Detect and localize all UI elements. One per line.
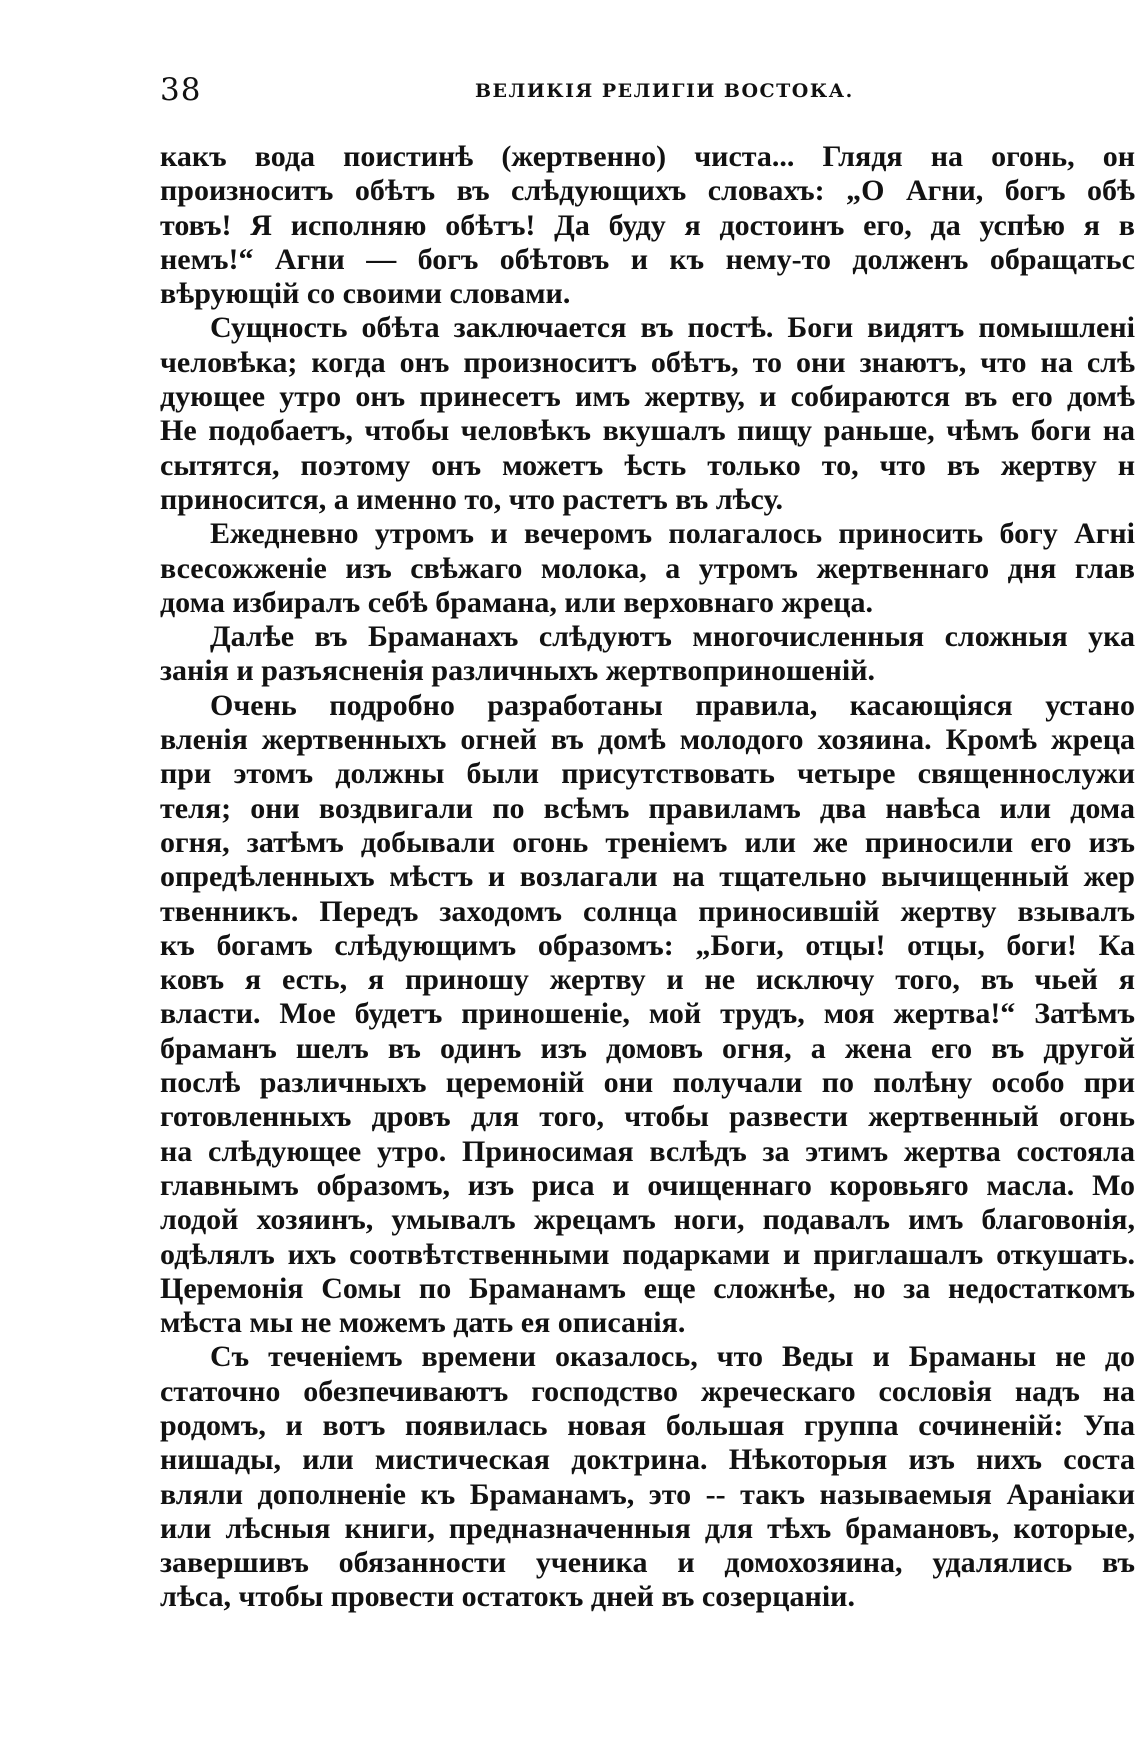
text-line: приносится, а именно то, что растетъ въ лѣсу.	[160, 482, 783, 516]
page-number: 38	[160, 72, 202, 108]
text-line: немъ!“ Агни — богъ обѣтовъ и къ нему-то долженъ обращатьс	[160, 242, 1135, 276]
text-line: дующее утро онъ принесетъ имъ жертву, и собираются въ его домѣ	[160, 380, 1135, 414]
text-line: одѣлялъ ихъ соотвѣтственными подарками и приглашалъ откушать.	[160, 1237, 1135, 1271]
text-line: товъ! Я исполняю обѣтъ! Да буду я достоинъ его, да успѣю я в	[160, 208, 1135, 242]
text-line: главнымъ образомъ, изъ риса и очищеннаго коровьяго масла. Мо	[160, 1168, 1135, 1202]
text-line: мѣста мы не можемъ дать ея описанія.	[160, 1306, 686, 1340]
text-line: лодой хозяинъ, умывалъ жрецамъ ноги, подавалъ имъ благовонія,	[160, 1203, 1135, 1237]
text-line: послѣ различныхъ церемоній они получали по полѣну особо при	[160, 1066, 1135, 1100]
text-line: Съ теченіемъ времени оказалось, что Веды и Браманы не до	[210, 1340, 1135, 1374]
text-line: статочно обезпечиваютъ господство жреческаго сословія надъ на	[160, 1374, 1135, 1408]
text-line: лѣса, чтобы провести остатокъ дней въ созерцаніи.	[160, 1580, 855, 1614]
text-line: власти. Мое будетъ приношеніе, мой трудъ, моя жертва!“ Затѣмъ	[160, 997, 1135, 1031]
text-line: Очень подробно разработаны правила, касающіяся устано	[210, 688, 1135, 722]
text-line: теля; они воздвигали по всѣмъ правиламъ два навѣса или дома	[160, 791, 1135, 825]
text-line: или лѣсныя книги, предназначенныя для тѣхъ брамановъ, которые,	[160, 1511, 1135, 1545]
text-line: завершивъ обязанности ученика и домохозяина, удалялись въ	[160, 1546, 1135, 1580]
text-line: огня, затѣмъ добывали огонь треніемъ или же приносили его изъ	[160, 825, 1135, 859]
running-title: ВЕЛИКІЯ РЕЛИГІИ ВОСТОКА.	[475, 80, 854, 102]
text-line: сытятся, поэтому онъ можетъ ѣсть только то, что въ жертву н	[160, 448, 1135, 482]
text-line: Ежедневно утромъ и вечеромъ полагалось приносить богу Агні	[210, 517, 1135, 551]
text-line: Церемонія Сомы по Браманамъ еще сложнѣе, но за недостаткомъ	[160, 1271, 1135, 1305]
text-line: твенникъ. Передъ заходомъ солнца приносившій жертву взывалъ	[160, 894, 1135, 928]
text-line: къ богамъ слѣдующимъ образомъ: „Боги, отцы! отцы, боги! Ка	[160, 928, 1135, 962]
text-line: Далѣе въ Браманахъ слѣдуютъ многочисленныя сложныя ука	[210, 620, 1135, 654]
text-line: при этомъ должны были присутствовать четыре священнослужи	[160, 757, 1135, 791]
text-line: Не подобаетъ, чтобы человѣкъ вкушалъ пищу раньше, чѣмъ боги на	[160, 414, 1135, 448]
text-line: человѣка; когда онъ произноситъ обѣтъ, то они знаютъ, что на слѣ	[160, 345, 1135, 379]
text-line: какъ вода поистинѣ (жертвенно) чиста... Глядя на огонь, он	[160, 140, 1135, 173]
text-line: вленія жертвенныхъ огней въ домѣ молодого хозяина. Кромѣ жреца	[160, 723, 1135, 757]
text-line: опредѣленныхъ мѣстъ и возлагали на тщательно вычищенный жер	[160, 860, 1135, 894]
text-line: всесожженіе изъ свѣжаго молока, а утромъ жертвеннаго дня глав	[160, 551, 1135, 585]
text-line: Сущность обѣта заключается въ постѣ. Боги видятъ помышлені	[210, 311, 1135, 345]
text-line: ковъ я есть, я приношу жертву и не исключу того, въ чьей я	[160, 963, 1135, 997]
body-text	[160, 140, 1135, 1700]
text-line: дома избиралъ себѣ брамана, или верховнаго жреца.	[160, 585, 874, 619]
text-line: вѣрующій со своими словами.	[160, 277, 571, 311]
text-line: браманъ шелъ въ одинъ изъ домовъ огня, а жена его въ другой	[160, 1031, 1135, 1065]
text-line: занія и разъясненія различныхъ жертвоприношеній.	[160, 654, 876, 688]
text-line: на слѣдующее утро. Приносимая вслѣдъ за этимъ жертва состояла	[160, 1134, 1135, 1168]
text-line: вляли дополненіе къ Браманамъ, это -- такъ называемыя Араніаки	[160, 1477, 1135, 1511]
text-line: произноситъ обѣтъ въ слѣдующихъ словахъ: „О Агни, богъ обѣ	[160, 174, 1135, 208]
text-line: родомъ, и вотъ появилась новая большая группа сочиненій: Упа	[160, 1408, 1135, 1442]
text-line: готовленныхъ дровъ для того, чтобы развести жертвенный огонь	[160, 1100, 1135, 1134]
running-head	[160, 72, 1140, 112]
text-line: нишады, или мистическая доктрина. Нѣкоторыя изъ нихъ соста	[160, 1443, 1135, 1477]
